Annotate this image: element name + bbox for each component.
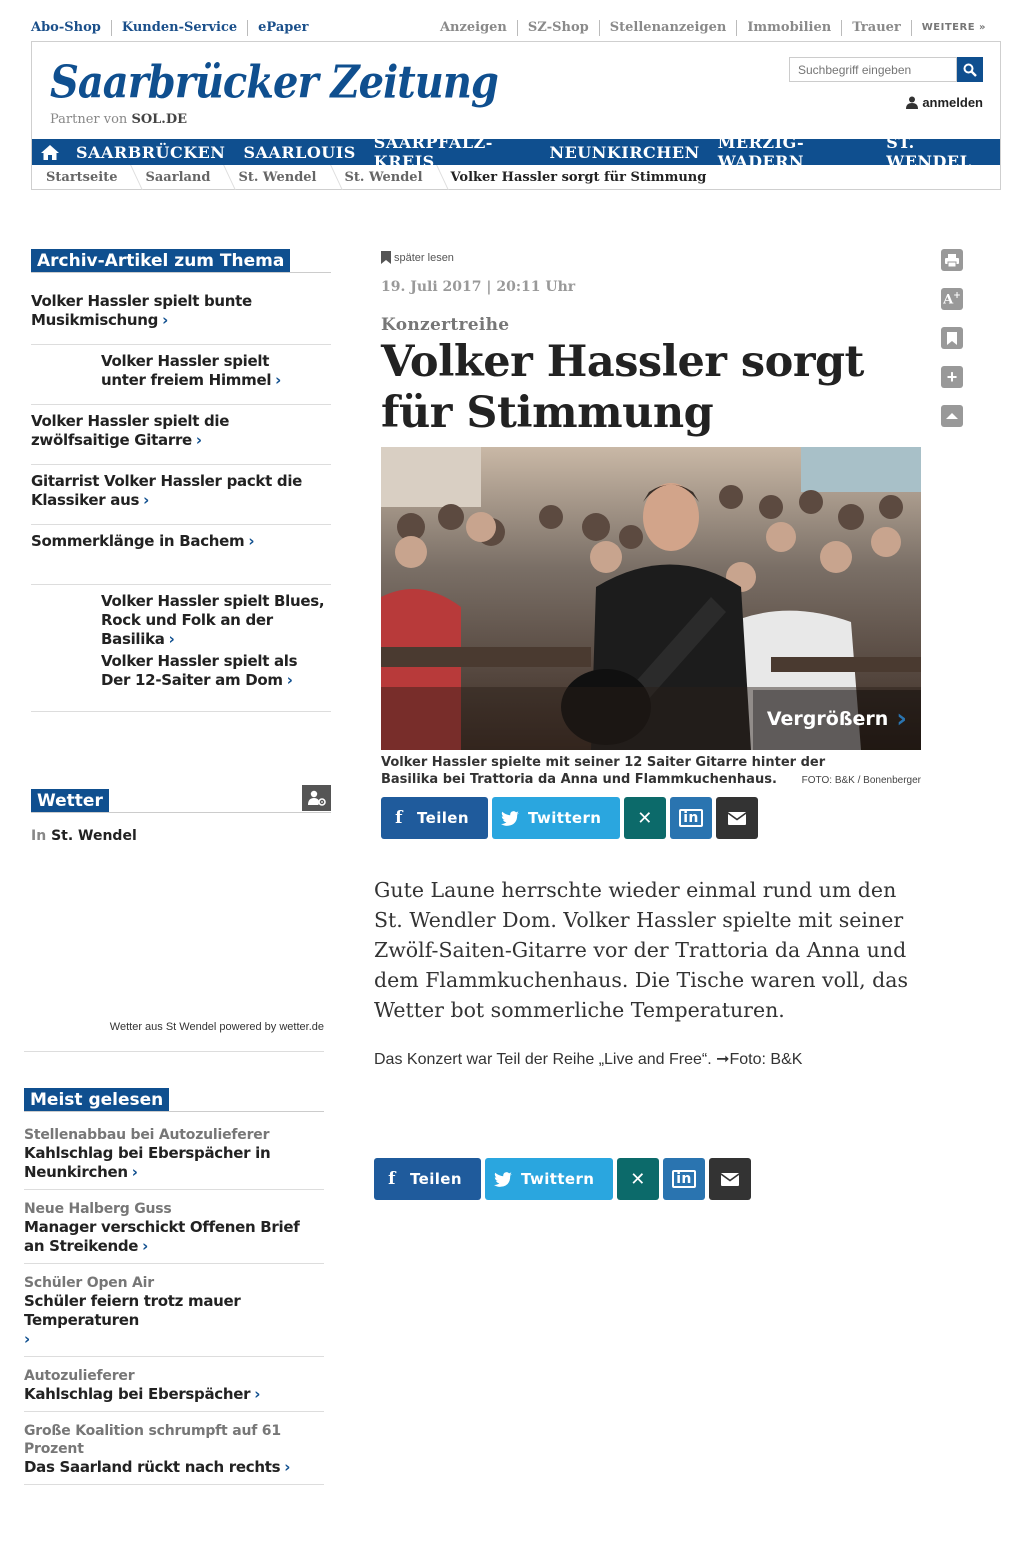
image-credit: FOTO: B&K / Bonenberger	[801, 775, 921, 786]
breadcrumb-startseite[interactable]: Startseite	[32, 170, 131, 185]
article-tools	[941, 249, 963, 427]
nav-neunkirchen[interactable]: NEUNKIRCHEN	[549, 142, 700, 162]
site-logo[interactable]: Saarbrücker Zeitung	[50, 56, 498, 109]
archiv-item[interactable]: Volker Hassler spielt die zwölfsaitige Gitarre ›	[31, 405, 331, 465]
nav-st-wendel[interactable]: ST. WENDEL	[886, 133, 972, 171]
email-share-button[interactable]	[709, 1158, 751, 1200]
breadcrumb-st-wendel[interactable]: St. Wendel	[224, 170, 330, 185]
top-utility-bar	[31, 20, 986, 40]
read-later-button[interactable]: später lesen	[381, 251, 454, 264]
breadcrumb-current: Volker Hassler sorgt für Stimmung	[450, 169, 707, 185]
chevron-right-icon: ›	[24, 1330, 30, 1348]
wetter-heading-label: Wetter	[31, 789, 109, 812]
article-date: 19. Juli 2017 | 20:11 Uhr	[381, 279, 576, 295]
chevron-right-icon: ›	[142, 1237, 149, 1255]
facebook-icon: f	[395, 808, 403, 828]
sz-shop-link[interactable]: SZ-Shop	[517, 20, 599, 36]
twitter-share-button[interactable]: Twittern	[485, 1158, 613, 1200]
share-bar-bottom	[374, 1158, 751, 1200]
site-header	[31, 41, 1001, 190]
email-share-button[interactable]	[716, 797, 758, 839]
bookmark-button[interactable]	[941, 327, 963, 349]
user-settings-icon	[308, 790, 326, 806]
immobilien-link[interactable]: Immobilien	[736, 20, 841, 36]
breadcrumb-st-wendel-2[interactable]: St. Wendel	[331, 170, 437, 185]
xing-icon: ✕	[630, 1168, 646, 1190]
facebook-icon: f	[388, 1169, 396, 1189]
weitere-menu[interactable]: WEITERE »	[911, 20, 986, 36]
linkedin-icon: in	[672, 1170, 696, 1188]
wetter-powered[interactable]: Wetter aus St Wendel powered by wetter.de	[109, 1021, 324, 1033]
chevron-right-icon: ›	[896, 704, 907, 734]
chevron-right-icon: ›	[286, 671, 293, 689]
archiv-item[interactable]: Gitarrist Volker Hassler packt die Klassiker aus ›	[31, 465, 331, 525]
chevron-right-icon: ›	[162, 311, 169, 329]
nav-saarpfalz-kreis[interactable]: SAARPFALZ-KREIS	[373, 133, 493, 171]
email-icon	[728, 812, 746, 825]
archiv-item[interactable]: Volker Hassler spielt bunte Musikmischung ›	[31, 277, 331, 345]
meist-heading	[24, 1088, 324, 1112]
twitter-icon	[485, 1172, 521, 1187]
wetter-city[interactable]: St. Wendel	[51, 828, 137, 844]
partner-line: Partner von SOL.DE	[50, 112, 188, 127]
archiv-item[interactable]: Volker Hassler spielt unter freiem Himmel ›	[31, 345, 331, 405]
facebook-share-button[interactable]: f Teilen	[381, 797, 488, 839]
enlarge-button[interactable]: Vergrößern ›	[766, 704, 907, 734]
share-bar-top	[381, 797, 758, 839]
archiv-item[interactable]: Volker Hassler spielt als Der 12-Saiter am Dom ›	[31, 645, 331, 712]
chevron-right-icon: ›	[143, 491, 149, 509]
xing-share-button[interactable]	[624, 797, 666, 839]
search-form	[789, 57, 983, 82]
twitter-share-button[interactable]: Twittern	[492, 797, 620, 839]
meist-item[interactable]: Große Koalition schrumpft auf 61 Prozent Das Saarland rückt nach rechts ›	[24, 1412, 324, 1485]
archiv-heading-label: Archiv-Artikel zum Thema	[31, 249, 290, 272]
facebook-share-button[interactable]: f Teilen	[374, 1158, 481, 1200]
caret-up-icon	[946, 412, 958, 420]
home-icon	[41, 145, 59, 160]
chevron-right-icon: ›	[168, 630, 175, 648]
linkedin-share-button[interactable]	[670, 797, 712, 839]
scroll-up-button[interactable]	[941, 405, 963, 427]
chevron-right-icon: ›	[275, 371, 282, 389]
twitter-icon	[492, 811, 528, 826]
chevron-right-icon: ›	[131, 1163, 138, 1181]
search-input[interactable]	[789, 57, 957, 82]
article-lead: Gute Laune herrschte wieder einmal rund um den St. Wendler Dom. Volker Hassler spielte mit seiner Zwölf-Saiten-Gitarre vor der Trattoria da Anna und dem Flammkuchenhaus. Die Tische waren voll, das Wetter bot sommerliche Temperaturen.	[374, 878, 908, 1022]
kunden-service-link[interactable]: Kunden-Service	[111, 20, 247, 36]
wetter-location: In St. Wendel	[31, 828, 137, 844]
meist-item[interactable]: Schüler Open Air Schüler feiern trotz mauer Temperaturen ›	[24, 1264, 324, 1357]
article-image[interactable]	[381, 447, 921, 750]
font-size-button[interactable]	[941, 288, 963, 310]
wetter-settings-button[interactable]	[302, 785, 331, 811]
chevron-right-icon: ›	[248, 532, 255, 550]
anzeigen-link[interactable]: Anzeigen	[439, 20, 507, 35]
trauer-link[interactable]: Trauer	[841, 20, 911, 36]
xing-icon: ✕	[637, 807, 653, 829]
breadcrumb	[32, 165, 720, 189]
home-button[interactable]	[32, 139, 67, 165]
search-button[interactable]	[957, 57, 983, 82]
search-icon	[963, 63, 977, 77]
chevron-right-icon: ›	[284, 1458, 291, 1476]
article-title: Volker Hassler sorgt für Stimmung	[381, 337, 864, 438]
chevron-right-icon: ›	[195, 431, 202, 449]
main-nav	[32, 133, 1000, 171]
archiv-item[interactable]: Sommerklänge in Bachem ›	[31, 525, 331, 585]
meist-item[interactable]: Stellenabbau bei Autozulieferer Kahlschlag bei Eberspächer in Neunkirchen ›	[24, 1116, 324, 1190]
linkedin-share-button[interactable]	[663, 1158, 705, 1200]
bookmark-icon	[947, 332, 957, 345]
email-icon	[721, 1173, 739, 1186]
abo-shop-link[interactable]: Abo-Shop	[31, 20, 101, 35]
meist-item[interactable]: Neue Halberg Guss Manager verschickt Offenen Brief an Streikende ›	[24, 1190, 324, 1264]
wetter-heading	[31, 785, 331, 813]
article-body: Das Konzert war Teil der Reihe „Live and Free“. ➞Foto: B&K	[374, 1051, 803, 1068]
archiv-heading	[31, 249, 331, 273]
font-size-icon: A+	[943, 290, 961, 308]
nav-saarbruecken[interactable]: SAARBRÜCKEN	[76, 142, 226, 162]
meist-heading-label: Meist gelesen	[24, 1088, 169, 1111]
login-link[interactable]	[906, 95, 983, 110]
archiv-item[interactable]: Volker Hassler spielt Blues, Rock und Folk an der Basilika ›	[101, 592, 325, 648]
meist-item[interactable]: Autozulieferer Kahlschlag bei Eberspächer ›	[24, 1357, 324, 1412]
image-caption: Volker Hassler spielte mit seiner 12 Saiter Gitarre hinter der Basilika bei Trattoria da Anna und Flammkuchenhaus.	[381, 755, 826, 787]
linkedin-icon: in	[679, 809, 703, 827]
bookmark-icon	[381, 251, 391, 264]
print-icon	[945, 254, 959, 267]
xing-share-button[interactable]	[617, 1158, 659, 1200]
chevron-right-icon: ›	[254, 1385, 261, 1403]
epaper-link[interactable]: ePaper	[247, 20, 318, 36]
nav-merzig-wadern[interactable]: MERZIG-WADERN	[717, 133, 805, 171]
concert-photo	[381, 447, 921, 750]
print-button[interactable]	[941, 249, 963, 271]
partner-link[interactable]: SOL.DE	[131, 112, 188, 127]
user-icon	[906, 96, 918, 109]
login-label: anmelden	[922, 95, 983, 110]
archiv-list	[31, 277, 331, 712]
nav-saarlouis[interactable]: SAARLOUIS	[243, 142, 356, 162]
plus-icon: +	[946, 367, 958, 387]
article-kicker: Konzertreihe	[381, 315, 510, 335]
stellenanzeigen-link[interactable]: Stellenanzeigen	[599, 20, 737, 36]
plus-button[interactable]	[941, 366, 963, 388]
breadcrumb-saarland[interactable]: Saarland	[131, 170, 224, 185]
meist-list	[24, 1116, 324, 1485]
divider	[24, 1051, 324, 1052]
